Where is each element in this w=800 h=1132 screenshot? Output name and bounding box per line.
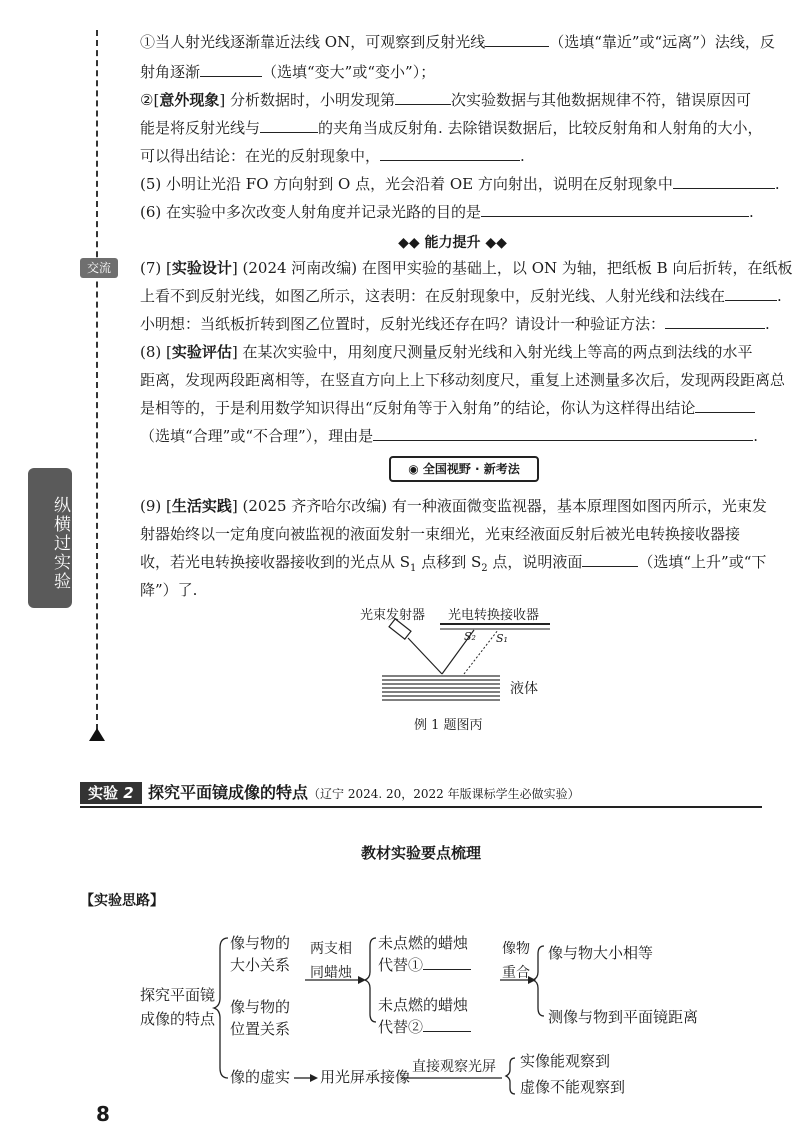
mindmap-root-line2: 成像的特点 [140,1010,216,1028]
blank[interactable] [725,286,777,301]
blank[interactable] [673,174,775,189]
q7-line-3: 小明想：当纸板折转到图乙位置时，反射光线还存在吗？请设计一种验证方法： . [140,315,770,333]
mindmap-root-line1: 探究平面镜 [140,986,216,1004]
section-subheading: 教材实验要点梳理 [360,844,481,862]
eye-icon: ◉ [408,462,423,476]
blank[interactable] [373,426,753,441]
page-number: 8 [96,1102,110,1126]
mindmap-size-line1: 像与物的 [230,934,291,952]
mindmap-arrow1-label1: 两支相 [310,941,352,957]
mindmap-result-distance: 测像与物到平面镜距离 [548,1008,699,1026]
mindmap-result-size: 像与物大小相等 [548,944,654,962]
q8-line-4: （选填“合理”或“不合理”），理由是 . [140,427,758,445]
blank[interactable] [423,955,471,970]
label-receiver: 光电转换接收器 [448,608,540,623]
text-line-2: 射角逐渐 （选填“变大”或“变小”）； [140,63,436,81]
q9-line-2: 射器始终以一定角度向被监视的液面发射一束细光，光束经液面反射后被光电转换接收器接 [140,525,741,543]
mindmap-candle1-line2: 代替① [378,954,471,976]
mindmap-real-image: 实像能观察到 [520,1052,611,1070]
q8-line-2: 距离，发现两段距离相等，在竖直方向上上下移动刻度尺，重复上述测量多次后，发现两段距离总 [140,371,786,389]
q7-line-1: (7) [实验设计] (2024 河南改编) 在图甲实验的基础上，以 ON 为轴，把纸板 B 向后折转，在纸板 [140,259,793,277]
side-tab: 纵横过实验 [28,468,72,608]
mindmap-candle2-line2: 代替② [378,1016,471,1038]
figure-liquid-monitor [352,604,592,744]
blank[interactable] [380,146,520,161]
mindmap-arrow2-label2: 重合 [502,965,530,981]
blank[interactable] [260,118,318,133]
blank[interactable] [665,314,765,329]
label-s1: S₁ [496,632,508,645]
experiment-2-header [80,782,762,808]
ability-section-heading: ◆◆ 能力提升 ◆◆ [398,235,507,251]
q8-line-3: 是相等的，于是利用数学知识得出“反射角等于入射角”的结论，你认为这样得出结论 [140,396,765,420]
margin-dashed-line [96,30,98,730]
blank[interactable] [200,62,262,77]
blank[interactable] [485,32,549,47]
label-s2: S₂ [464,630,476,643]
text-line-5: 可以得出结论：在光的反射现象中， . [140,147,525,165]
text-line-1: ①当人射光线逐渐靠近法线 ON，可观察到反射光线 （选填“靠近”或“远离”）法线，反 [140,33,775,51]
mindmap-screen: 用光屏承接像 [320,1068,411,1086]
label-liquid: 液体 [510,681,538,697]
text-line-7: (6) 在实验中多次改变人射角度并记录光路的目的是 . [140,203,754,221]
blank[interactable] [481,202,749,217]
experiment-tag: 实验 2 [80,782,142,804]
q8-line-1: (8) [实验评估] 在某次实验中，用刻度尺测量反射光线和入射光线上等高的两点到法线的水平 [140,343,753,361]
experiment-title: 探究平面镜成像的特点（辽宁 2024. 20，2022 年版课标学生必做实验） [148,783,580,802]
jiaoliu-tag: 交流 [80,258,118,278]
mindmap-observe-screen: 直接观察光屏 [412,1059,496,1075]
figure-caption: 例 1 题图丙 [414,718,483,733]
text-line-4: 能是将反射光线与 的夹角当成反射角. 去除错误数据后，比较反射角和人射角的大小， [140,119,763,137]
blank[interactable] [582,552,638,567]
mindmap-position-line2: 位置关系 [230,1020,291,1038]
margin-triangle-icon [89,728,105,741]
mindmap-candle1-line1: 未点燃的蜡烛 [378,934,469,952]
mindmap-candle2-line1: 未点燃的蜡烛 [378,996,469,1014]
mindmap-arrow1-label2: 同蜡烛 [310,965,352,981]
idea-label: 【实验思路】 [80,893,164,909]
blank[interactable] [395,90,451,105]
mindmap-position-line1: 像与物的 [230,998,291,1016]
q7-line-2: 上看不到反射光线，如图乙所示，这表明：在反射现象中，反射光线、人射光线和法线在 . [140,287,782,305]
national-view-badge: ◉ 全国视野 · 新考法 [389,456,539,482]
mindmap-arrow2-label1: 像物 [502,941,530,957]
blank[interactable] [423,1017,471,1032]
text-line-3: ②[意外现象] 分析数据时，小明发现第 次实验数据与其他数据规律不符，错误原因可 [140,91,751,109]
q9-line-1: (9) [生活实践] (2025 齐齐哈尔改编) 有一种液面微变监视器，基本原理图如图丙所示，光束发 [140,497,767,515]
label-emitter: 光束发射器 [360,608,426,623]
blank[interactable] [695,398,755,413]
mindmap-virtual-real: 像的虚实 [230,1068,291,1086]
q9-line-4: 降”）了. [140,581,198,599]
mindmap-virtual-image: 虚像不能观察到 [520,1078,626,1096]
text-line-6: (5) 小明让光沿 FO 方向射到 O 点，光会沿着 OE 方向射出，说明在反射现象中 . [140,175,780,193]
mindmap-size-line2: 大小关系 [230,956,291,974]
experiment-mindmap [130,928,770,1098]
q9-line-3: 收，若光电转换接收器接收到的光点从 $S_1$ 点移到 $S_2$ 点，说明液面 （选填“上升”或“下 [140,553,767,574]
